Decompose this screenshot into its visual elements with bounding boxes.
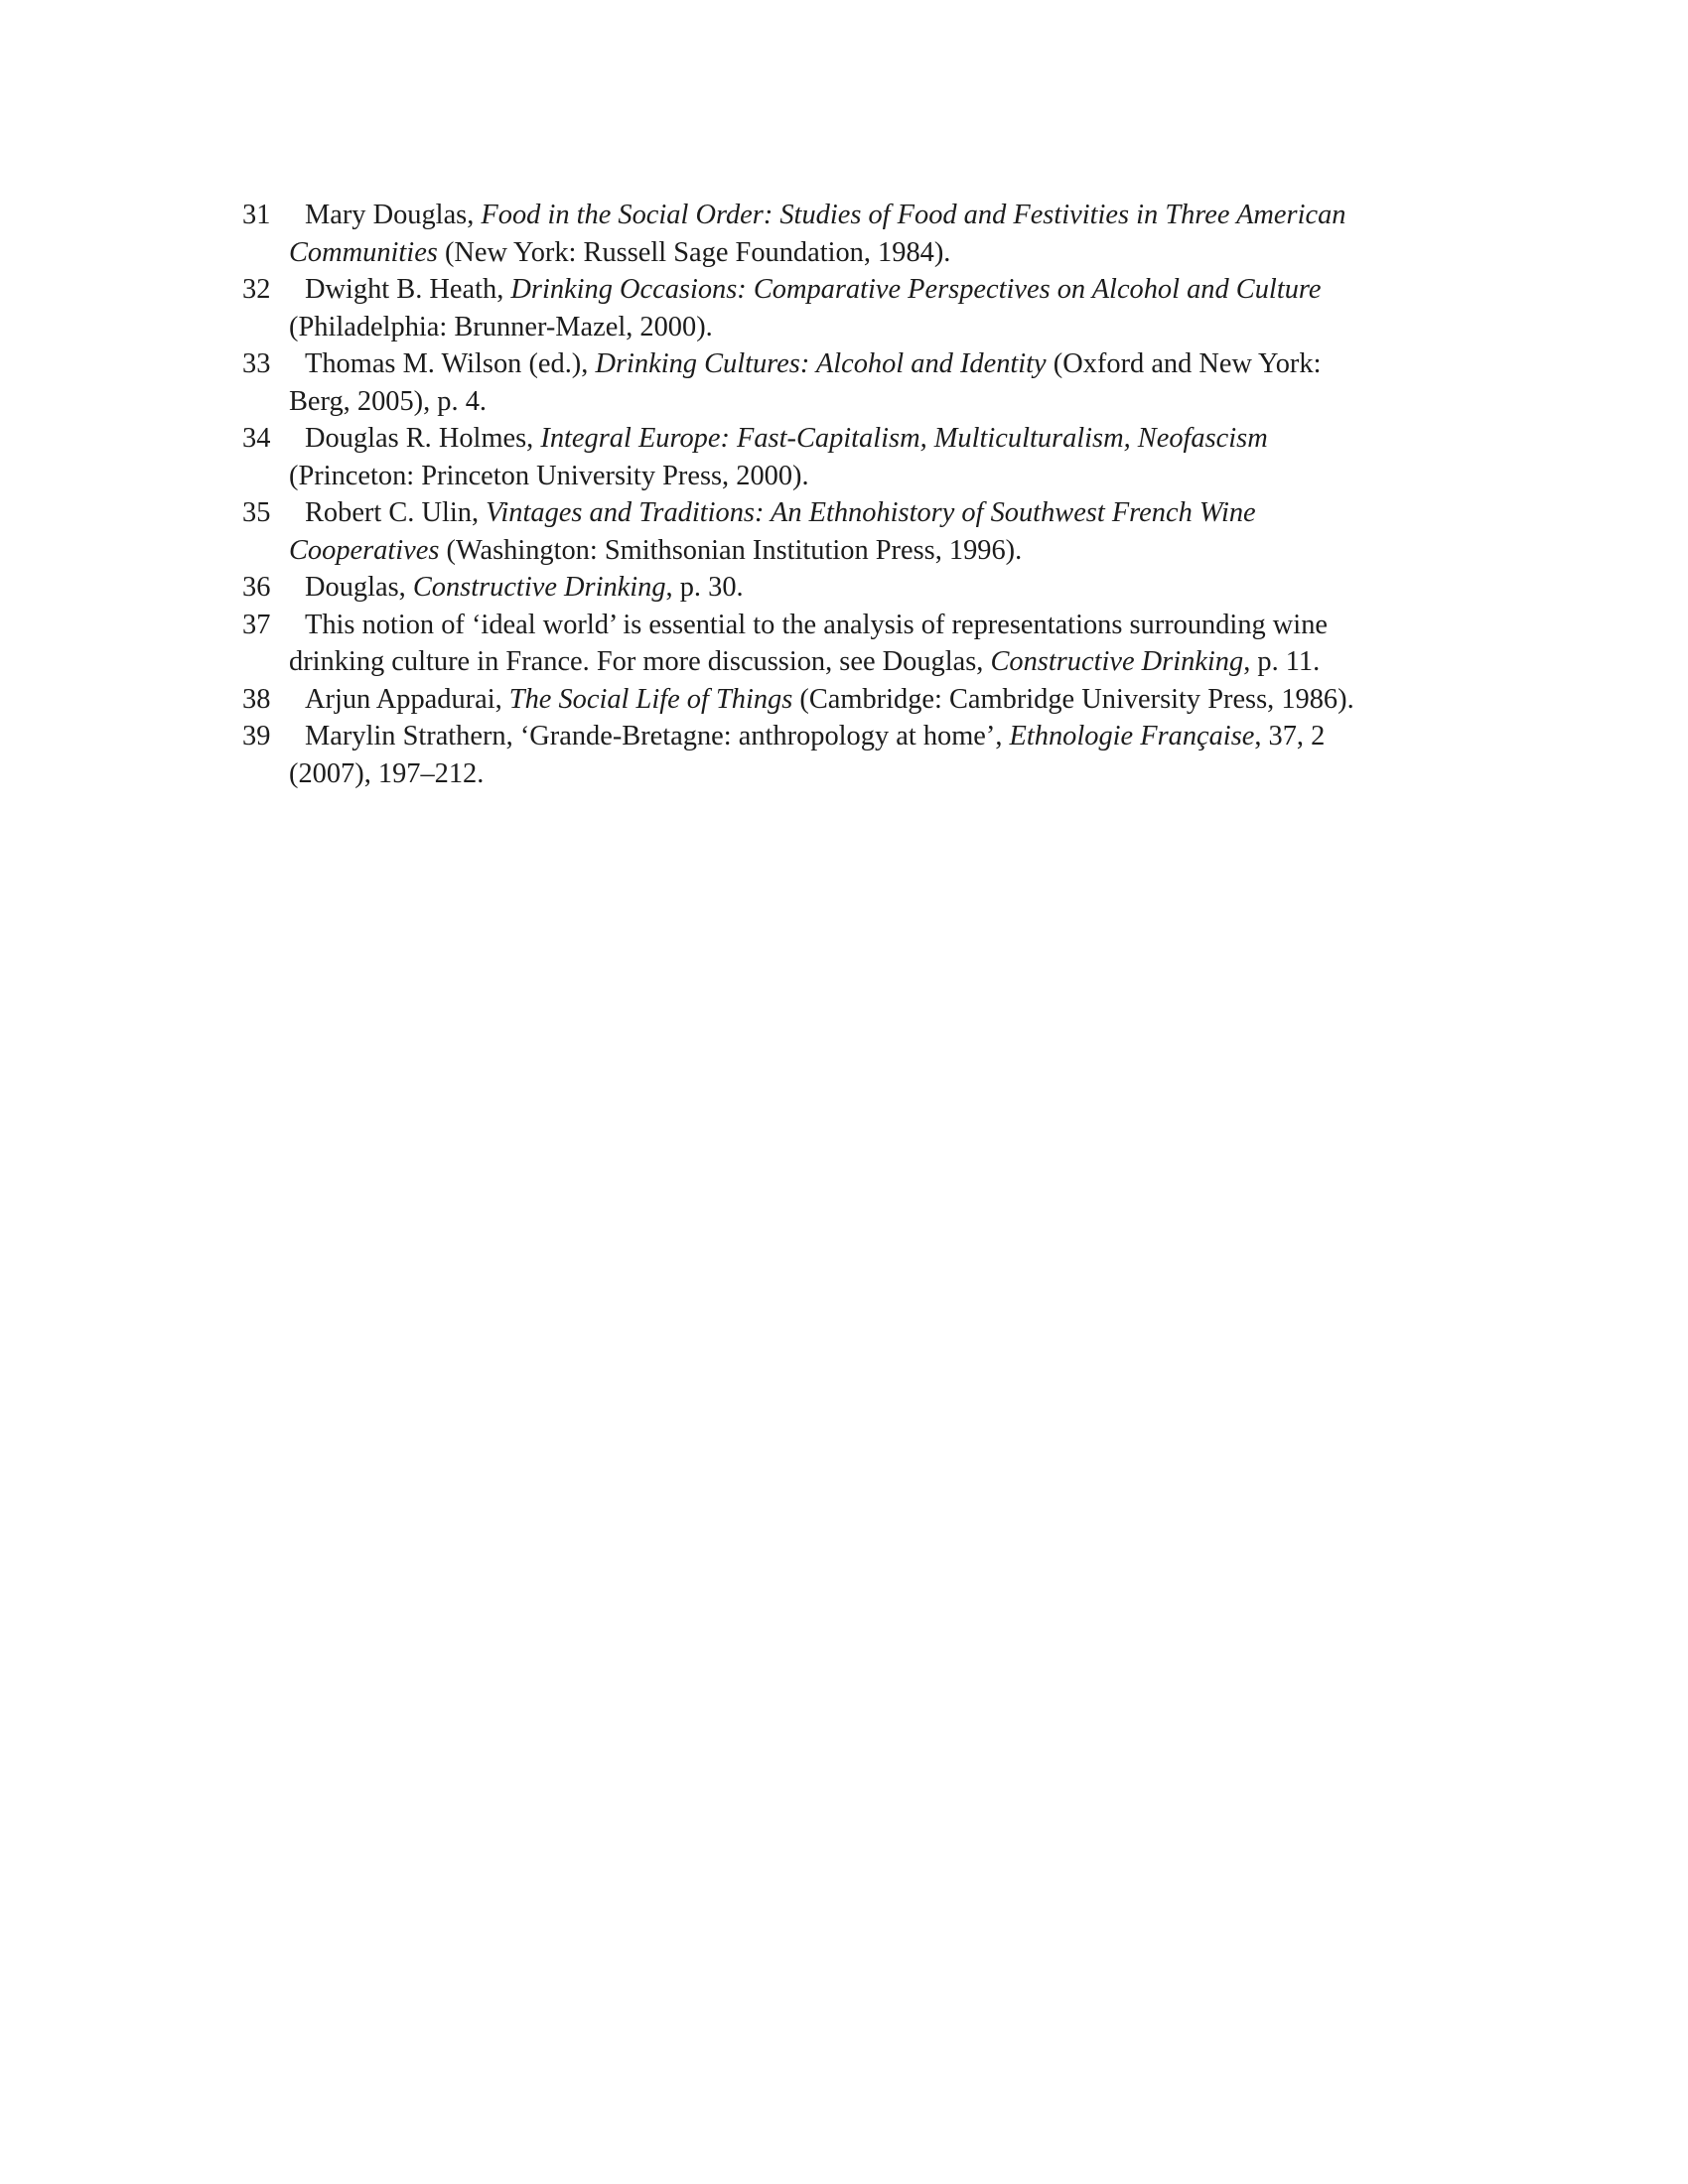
citation-text: , p. 11.: [1243, 646, 1321, 677]
italic-title-text: Ethnologie Française: [1009, 721, 1255, 751]
citation-text: , 37, 2: [1254, 721, 1326, 751]
endnote-line: [305, 420, 1474, 458]
citation-text: Mary Douglas,: [305, 200, 482, 230]
italic-title-text: Food in the Social Order: Studies of Food and Festivities in Three American: [481, 200, 1346, 230]
endnote-38: [242, 681, 1474, 719]
endnote-line: [289, 458, 1474, 495]
endnote-line: [305, 494, 1474, 532]
endnote-line: [305, 569, 1474, 607]
endnote-line: [305, 271, 1474, 309]
endnote-line: [305, 718, 1474, 755]
endnote-line: [305, 345, 1474, 383]
endnote-line: [289, 234, 1474, 272]
italic-title-text: Integral Europe: Fast-Capitalism, Multiculturalism, Neofascism: [540, 423, 1268, 454]
italic-title-text: Cooperatives: [289, 534, 440, 566]
italic-title-text: Vintages and Traditions: An Ethnohistory of Southwest French Wine: [486, 497, 1256, 528]
endnote-line: [289, 643, 1474, 681]
citation-text: Arjun Appadurai,: [305, 683, 509, 715]
endnote-31: [242, 197, 1474, 271]
endnote-33: [242, 345, 1474, 420]
citation-text: (2007), 197–212.: [289, 757, 485, 789]
endnote-number: 37: [242, 609, 271, 640]
citation-text: (Princeton: Princeton University Press, 2000).: [289, 460, 809, 491]
italic-title-text: Communities: [289, 236, 438, 268]
italic-title-text: Drinking Occasions: Comparative Perspectives on Alcohol and Culture: [510, 274, 1322, 305]
endnote-number: 31: [242, 200, 271, 230]
citation-text: Douglas,: [305, 572, 413, 603]
citation-text: (Washington: Smithsonian Institution Press, 1996).: [439, 534, 1023, 566]
citation-text: Douglas R. Holmes,: [305, 423, 541, 454]
citation-text: Marylin Strathern, ‘Grande-Bretagne: anthropology at home’,: [305, 721, 1010, 751]
endnote-line: [305, 681, 1474, 719]
endnotes-list: [242, 197, 1474, 792]
endnote-35: [242, 494, 1474, 569]
citation-text: Berg, 2005), p. 4.: [289, 385, 487, 417]
citation-text: This notion of ‘ideal world’ is essential to the analysis of representations surrounding wine: [305, 609, 1328, 640]
endnote-line: [289, 755, 1474, 793]
citation-text: drinking culture in France. For more discussion, see Douglas,: [289, 646, 991, 677]
endnote-number: 32: [242, 274, 271, 305]
citation-text: Robert C. Ulin,: [305, 497, 487, 528]
endnote-number: 38: [242, 683, 271, 715]
citation-text: (New York: Russell Sage Foundation, 1984).: [437, 236, 951, 268]
endnote-number: 39: [242, 721, 271, 751]
endnote-number: 35: [242, 497, 271, 528]
endnote-line: [305, 197, 1474, 234]
citation-text: (Oxford and New York:: [1046, 348, 1322, 379]
endnote-36: [242, 569, 1474, 607]
endnote-number: 33: [242, 348, 271, 379]
italic-title-text: Constructive Drinking: [990, 646, 1244, 677]
citation-text: (Philadelphia: Brunner-Mazel, 2000).: [289, 311, 713, 342]
italic-title-text: Drinking Cultures: Alcohol and Identity: [595, 348, 1047, 379]
citation-text: Dwight B. Heath,: [305, 274, 511, 305]
endnote-line: [289, 383, 1474, 421]
citation-text: Thomas M. Wilson (ed.),: [305, 348, 596, 379]
italic-title-text: The Social Life of Things: [508, 683, 793, 715]
endnote-32: [242, 271, 1474, 345]
endnote-number: 36: [242, 572, 271, 603]
citation-text: , p. 30.: [665, 572, 744, 603]
endnote-line: [305, 607, 1474, 644]
endnote-line: [289, 532, 1474, 570]
citation-text: (Cambridge: Cambridge University Press, 1986).: [792, 683, 1354, 715]
endnote-34: [242, 420, 1474, 494]
endnote-39: [242, 718, 1474, 792]
italic-title-text: Constructive Drinking: [412, 572, 666, 603]
endnote-number: 34: [242, 423, 271, 454]
endnote-37: [242, 607, 1474, 681]
endnote-line: [289, 309, 1474, 346]
